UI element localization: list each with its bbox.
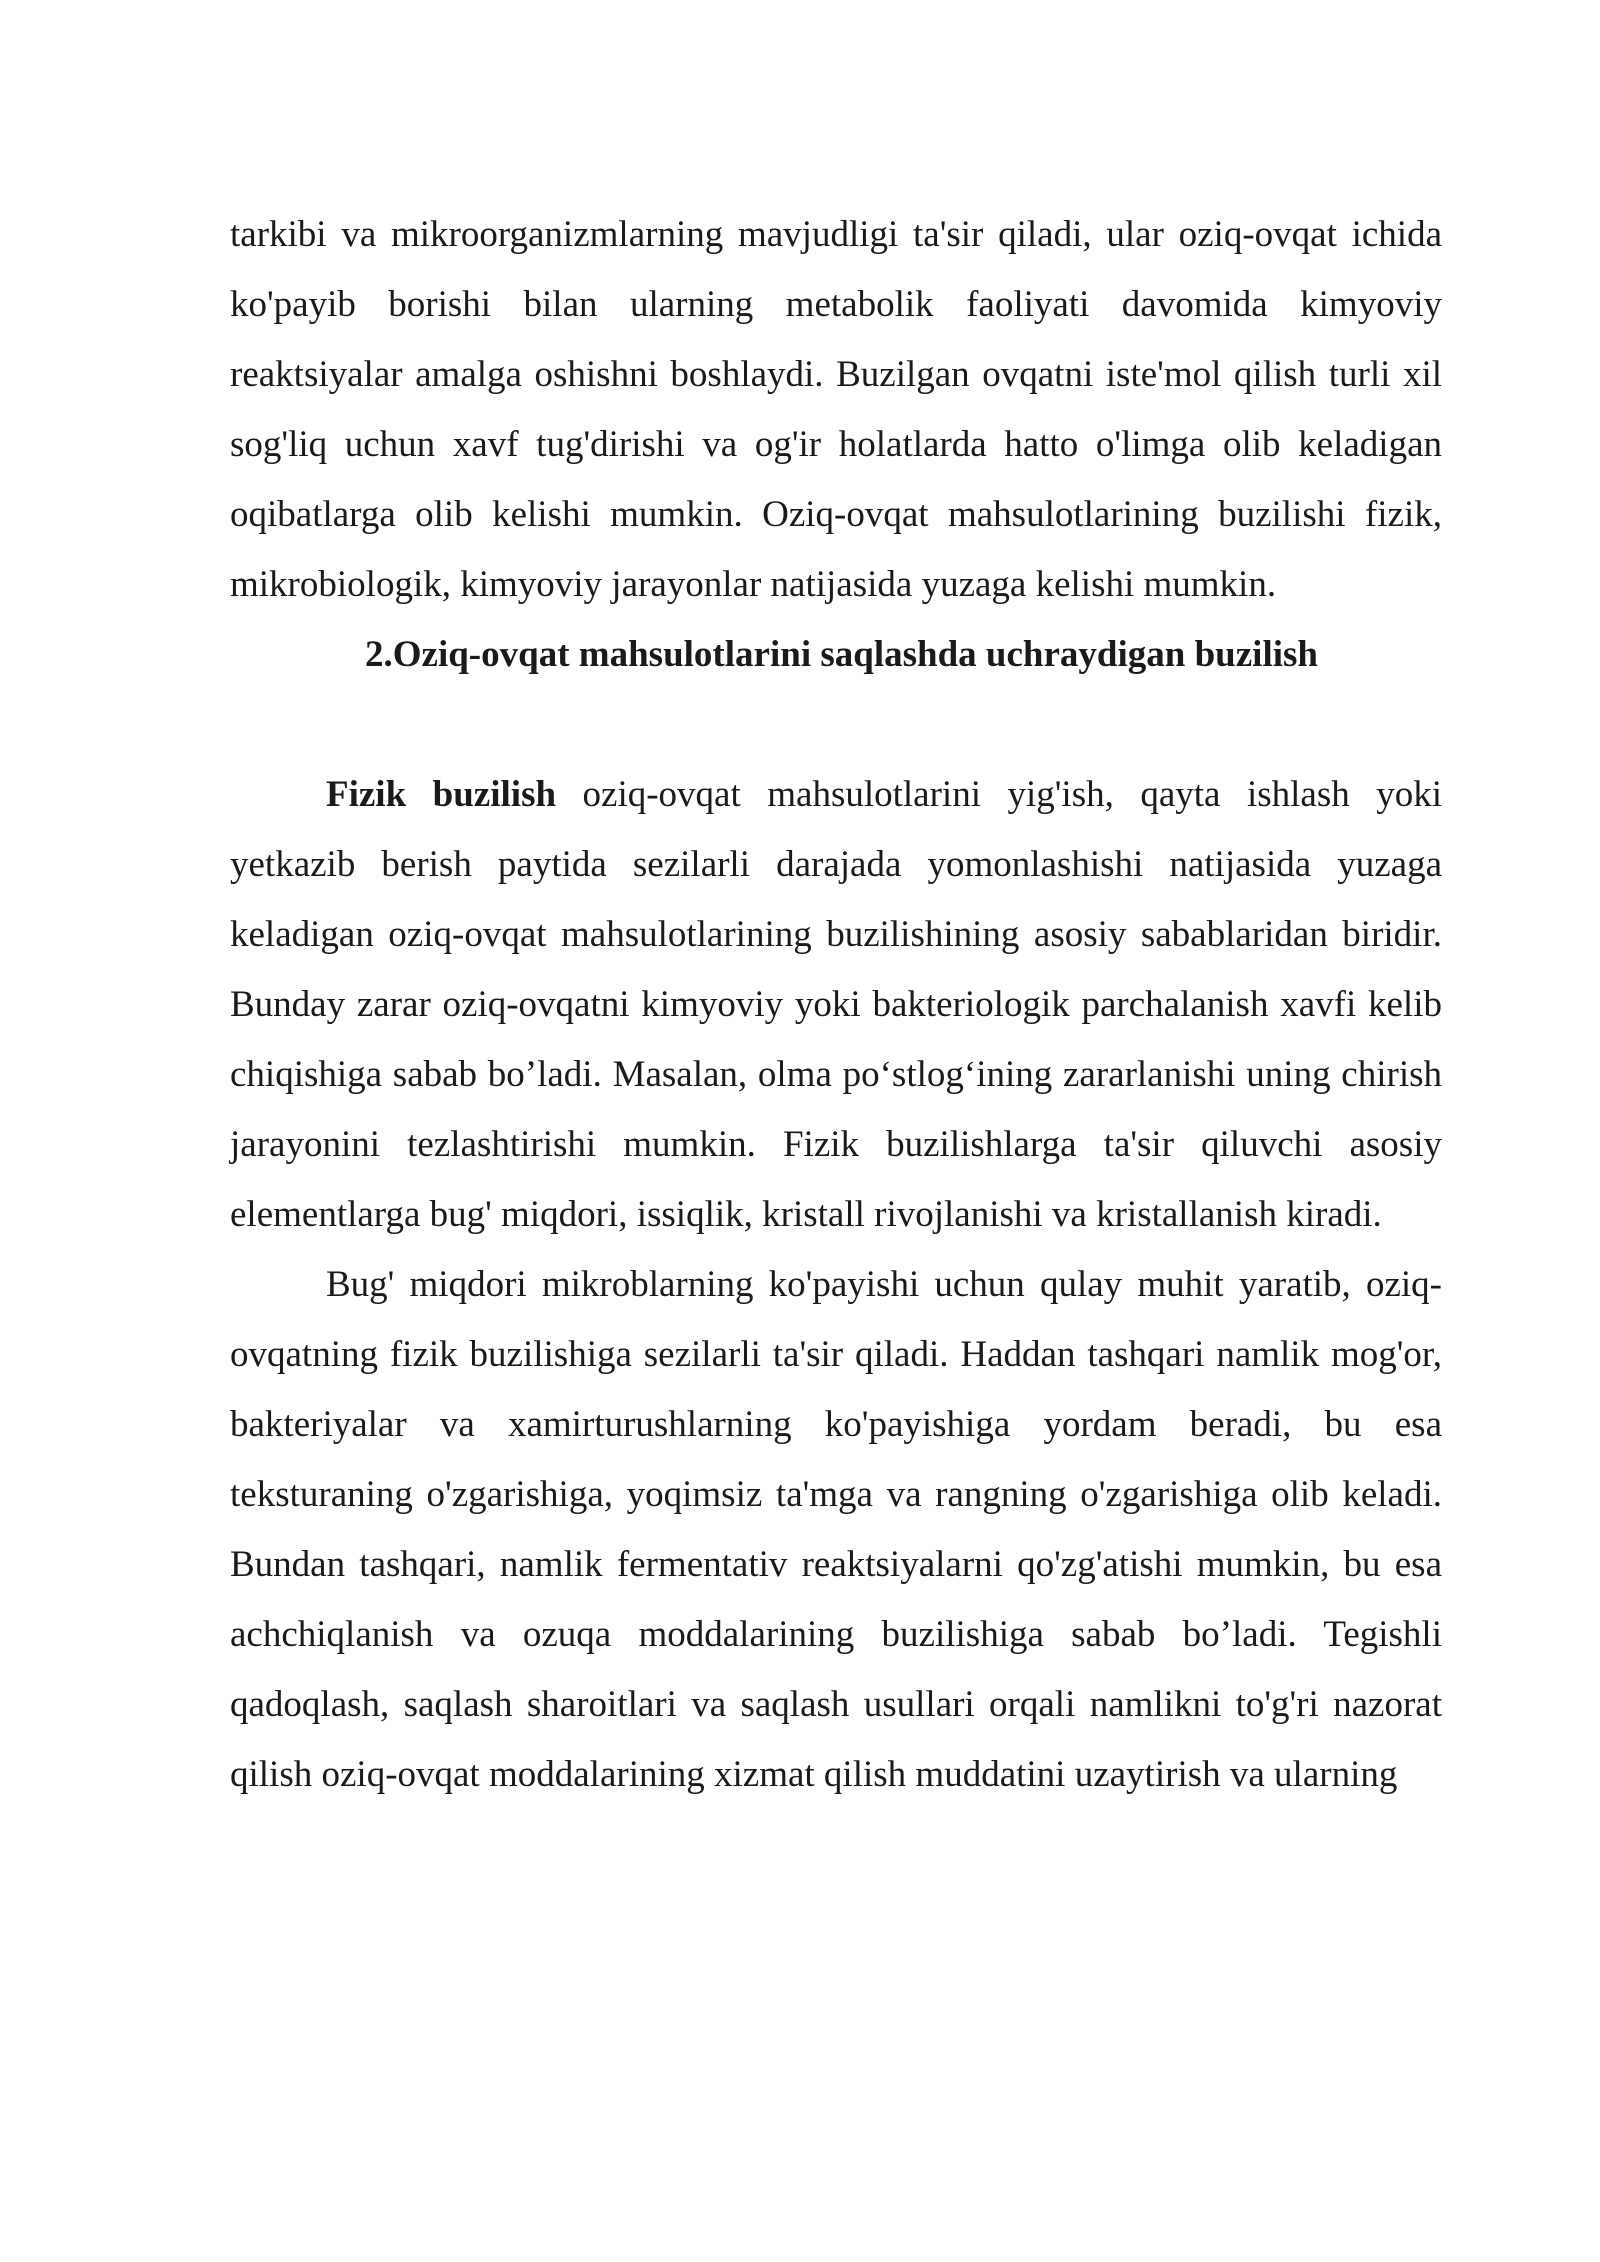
- heading-spacer: [230, 690, 1442, 760]
- paragraph-body-text: oziq-ovqat mahsulotlarini yig'ish, qayta ishlash yoki yetkazib berish paytida sezilarli darajada yomonlashishi natijasida yuzaga keladigan oziq-ovqat mahsulotlarining buzilishining asosiy sabablaridan biridir. Bunday zarar oziq-ovqatni kimyoviy yoki bakteriologik parchalanish xavfi kelib chiqishiga sabab bo’ladi. Masalan, olma po‘stlog‘ining zararlanishi uning chirish jarayonini tezlashtirishi mumkin. Fizik buzilishlarga ta'sir qiluvchi asosiy elementlarga bug' miqdori, issiqlik, kristall rivojlanishi va kristallanish kiradi.: [230, 774, 1442, 1235]
- paragraph-moisture: Bug' miqdori mikroblarning ko'payishi uchun qulay muhit yaratib, oziq-ovqatning fizik buzilishiga sezilarli ta'sir qiladi. Haddan tashqari namlik mog'or, bakteriyalar va xamirturushlarning ko'payishiga yordam beradi, bu esa teksturaning o'zgarishiga, yoqimsiz ta'mga va rangning o'zgarishiga olib keladi. Bundan tashqari, namlik fermentativ reaktsiyalarni qo'zg'atishi mumkin, bu esa achchiqlanish va ozuqa moddalarining buzilishiga sabab bo’ladi. Tegishli qadoqlash, saqlash sharoitlari va saqlash usullari orqali namlikni to'g'ri nazorat qilish oziq-ovqat moddalarining xizmat qilish muddatini uzaytirish va ularning: [230, 1264, 1442, 1795]
- section-heading: 2.Oziq-ovqat mahsulotlarini saqlashda uchraydigan buzilish: [365, 634, 1318, 675]
- paragraph-physical-spoilage: [230, 760, 1442, 1250]
- document-body: [230, 200, 1442, 1810]
- paragraph-lead-term: Fizik buzilish: [326, 774, 557, 815]
- paragraph-continuation: tarkibi va mikroorganizmlarning mavjudligi ta'sir qiladi, ular oziq-ovqat ichida ko'payib borishi bilan ularning metabolik faoliyati davomida kimyoviy reaktsiyalar amalga oshishni boshlaydi. Buzilgan ovqatni iste'mol qilish turli xil sog'liq uchun xavf tug'dirishi va og'ir holatlarda hatto o'limga olib keladigan oqibatlarga olib kelishi mumkin. Oziq-ovqat mahsulotlarining buzilishi fizik, mikrobiologik, kimyoviy jarayonlar natijasida yuzaga kelishi mumkin.: [230, 214, 1442, 605]
